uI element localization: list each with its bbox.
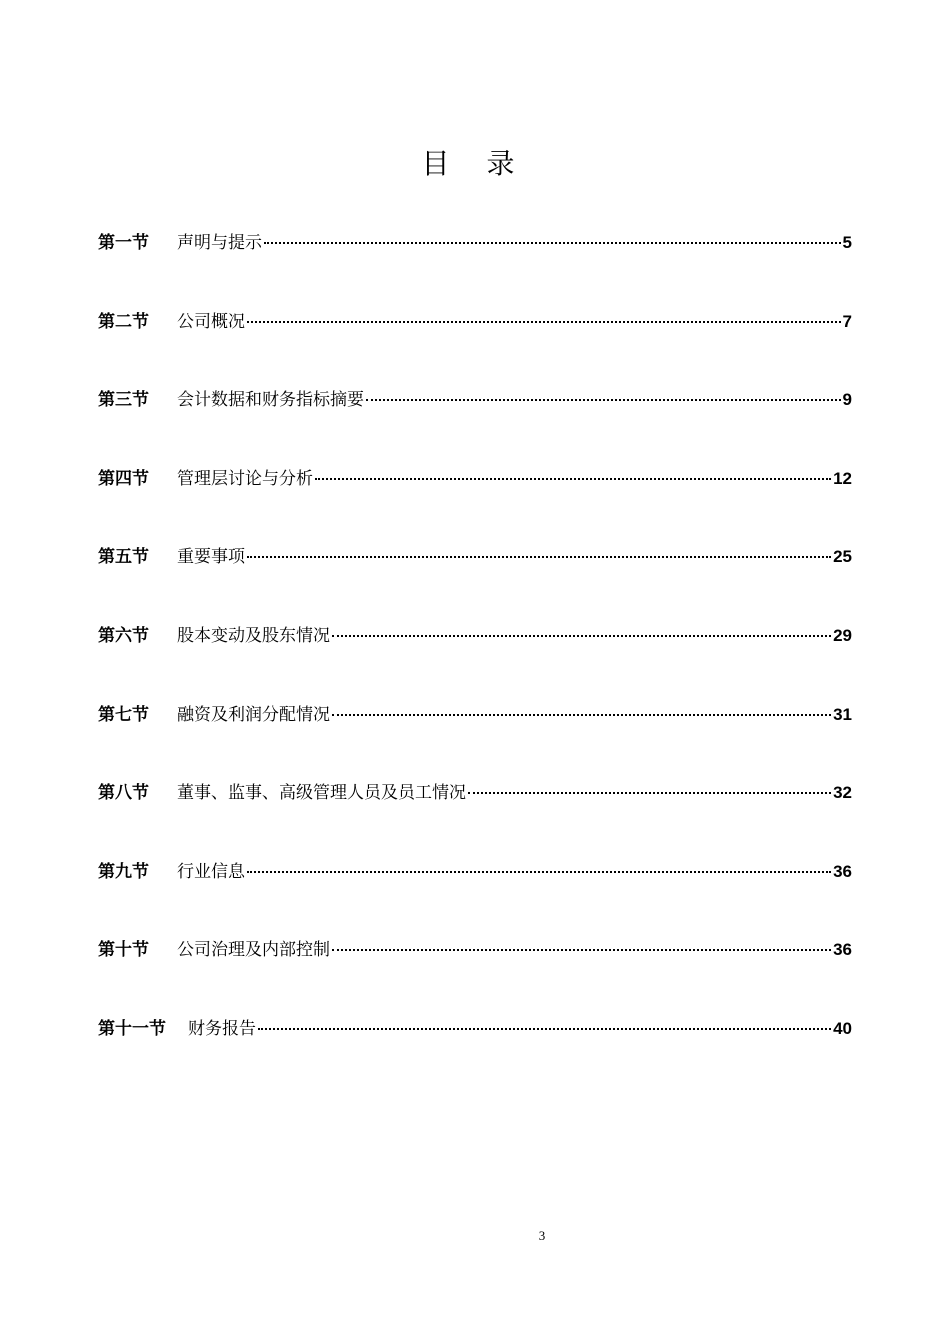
toc-section-number: 第十节 bbox=[98, 940, 149, 961]
toc-section-number: 第七节 bbox=[98, 704, 149, 725]
toc-leader-dots bbox=[332, 633, 831, 637]
toc-page-number: 25 bbox=[833, 547, 852, 567]
toc-section-title: 股本变动及股东情况 bbox=[177, 625, 330, 646]
toc-section-number: 第二节 bbox=[98, 311, 149, 332]
toc-entry[interactable] bbox=[98, 226, 852, 305]
toc-page-number: 29 bbox=[833, 625, 852, 645]
toc-entry[interactable] bbox=[98, 383, 852, 462]
toc-entry[interactable] bbox=[98, 776, 852, 855]
toc-section-number: 第四节 bbox=[98, 468, 149, 489]
toc-entry[interactable] bbox=[98, 1012, 852, 1091]
toc-page-number: 31 bbox=[833, 704, 852, 724]
toc-section-number: 第九节 bbox=[98, 861, 149, 882]
toc-page-number: 32 bbox=[833, 783, 852, 803]
toc-section-number: 第六节 bbox=[98, 625, 149, 646]
toc-page-number: 7 bbox=[842, 311, 852, 331]
toc-section-number: 第五节 bbox=[98, 547, 149, 568]
toc-page-number: 9 bbox=[842, 390, 852, 410]
toc-leader-dots bbox=[468, 790, 831, 794]
toc-section-title: 财务报告 bbox=[188, 1018, 256, 1039]
toc-leader-dots bbox=[366, 397, 841, 401]
toc-entry[interactable] bbox=[98, 540, 852, 619]
toc-leader-dots bbox=[247, 319, 841, 323]
toc-leader-dots bbox=[332, 712, 831, 716]
toc-section-title: 董事、监事、高级管理人员及员工情况 bbox=[177, 783, 466, 804]
toc-page-number: 5 bbox=[842, 233, 852, 252]
toc-leader-dots bbox=[258, 1026, 831, 1030]
toc-section-title: 管理层讨论与分析 bbox=[177, 468, 313, 489]
toc-section-title: 公司治理及内部控制 bbox=[177, 940, 330, 961]
toc-section-title: 公司概况 bbox=[177, 311, 245, 332]
toc-page-number: 12 bbox=[833, 468, 852, 488]
toc-section-title: 重要事项 bbox=[177, 547, 245, 568]
toc-leader-dots bbox=[247, 869, 831, 873]
toc-page-number: 36 bbox=[833, 940, 852, 960]
toc-section-title: 会计数据和财务指标摘要 bbox=[177, 390, 364, 411]
toc-entry[interactable] bbox=[98, 933, 852, 1012]
toc-entry[interactable] bbox=[98, 698, 852, 777]
toc-leader-dots bbox=[264, 240, 841, 244]
table-of-contents bbox=[98, 226, 852, 1091]
toc-leader-dots bbox=[247, 554, 831, 558]
toc-page-number: 36 bbox=[833, 861, 852, 881]
toc-section-title: 行业信息 bbox=[177, 861, 245, 882]
toc-section-number: 第三节 bbox=[98, 390, 149, 411]
page-title: 目 录 bbox=[421, 147, 529, 180]
toc-leader-dots bbox=[315, 476, 831, 480]
footer-page-number: 3 bbox=[538, 1228, 546, 1243]
toc-entry[interactable] bbox=[98, 855, 852, 934]
toc-section-title: 声明与提示 bbox=[177, 233, 262, 253]
toc-page-number: 40 bbox=[833, 1018, 852, 1038]
toc-section-number: 第十一节 bbox=[98, 1018, 166, 1039]
toc-section-number: 第一节 bbox=[98, 233, 149, 253]
toc-entry[interactable] bbox=[98, 619, 852, 698]
toc-entry[interactable] bbox=[98, 305, 852, 384]
toc-leader-dots bbox=[332, 947, 831, 951]
toc-entry[interactable] bbox=[98, 462, 852, 541]
toc-section-title: 融资及利润分配情况 bbox=[177, 704, 330, 725]
toc-section-number: 第八节 bbox=[98, 783, 149, 804]
